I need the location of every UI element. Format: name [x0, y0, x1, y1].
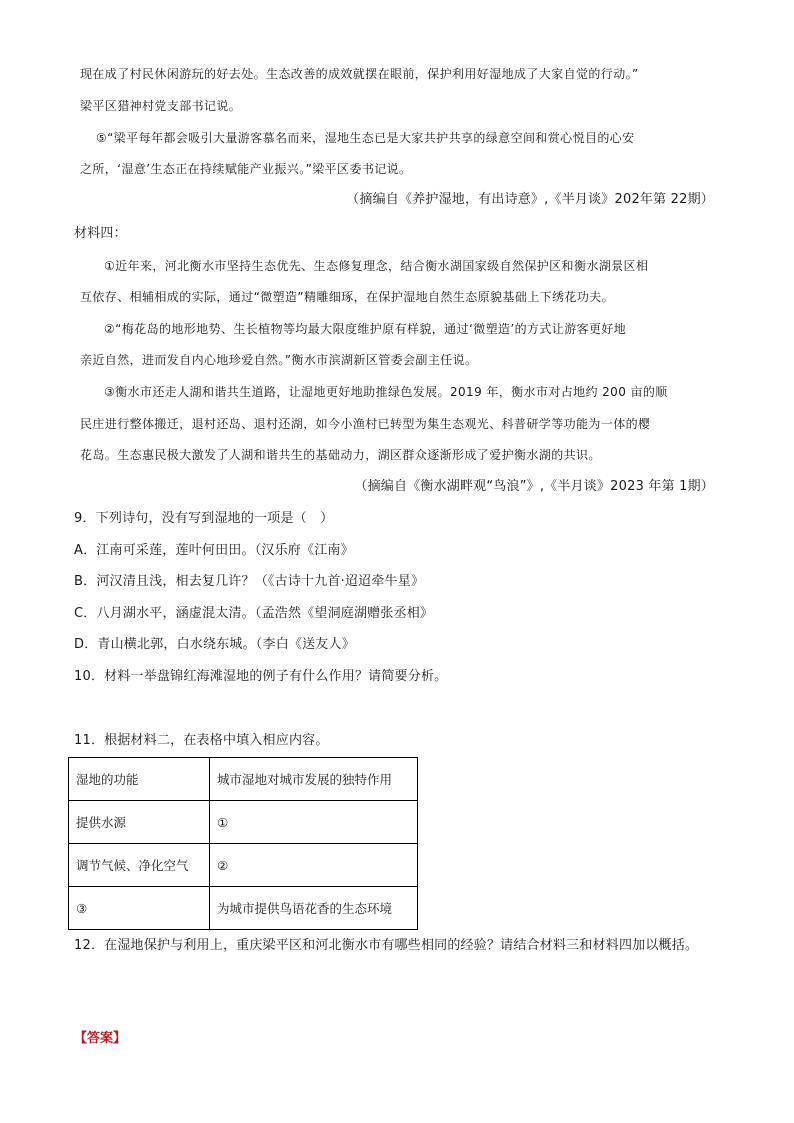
table-cell: 湿地的功能 — [69, 758, 210, 801]
option-d: D．青山横北郭，白水绕东城。（李白《送友人》 — [74, 637, 355, 652]
material-heading: 材料四： — [74, 226, 127, 241]
table-cell: 调节气候、净化空气 — [69, 844, 210, 887]
paragraph-line: 互依存、相辅相成的实际，通过“微塑造”精雕细琢，在保护湿地自然生态原貌基础上下绣花功夫。 — [80, 290, 615, 304]
table-cell: ① — [210, 801, 418, 844]
table-cell: ② — [210, 844, 418, 887]
question-9-stem: 9．下列诗句，没有写到湿地的一项是（ ） — [74, 511, 334, 526]
answer-table — [68, 757, 418, 930]
paragraph-line: 花岛。生态惠民极大激发了人湖和谐共生的基础动力，湖区群众逐渐形成了爱护衡水湖的共识。 — [80, 448, 601, 462]
source-citation: （摘编自《养护湿地，有出诗意》,《半月谈》202年第 22期） — [346, 192, 714, 207]
source-citation: （摘编自《衡水湖畔观“鸟浪”》,《半月谈》2023 年第 1期） — [354, 479, 714, 494]
option-a: A．江南可采莲，莲叶何田田。（汉乐府《江南》 — [74, 543, 354, 558]
table-row — [69, 758, 418, 801]
paragraph-line: ⑤“梁平每年都会吸引大量游客慕名而来，湿地生态已是大家共护共享的绿意空间和赏心悦目的心安 — [96, 131, 635, 145]
paragraph-line: 民庄进行整体搬迁，退村还岛、退村还湖，如今小渔村已转型为集生态观光、科普研学等功能为一体的樱 — [80, 417, 651, 431]
paragraph-line: 梁平区猎神村党支部书记说。 — [80, 99, 242, 113]
table-cell: 提供水源 — [69, 801, 210, 844]
paragraph-line: 亲近自然，进而发自内心地珍爱自然。”衡水市滨湖新区管委会副主任说。 — [80, 353, 478, 367]
table-row — [69, 887, 418, 930]
table-row — [69, 801, 418, 844]
answer-label: 【答案】 — [74, 1031, 127, 1046]
table-cell: 为城市提供鸟语花香的生态环境 — [210, 887, 418, 930]
table-row — [69, 844, 418, 887]
question-10: 10．材料一举盘锦红海滩湿地的例子有什么作用？请简要分析。 — [74, 669, 448, 684]
option-b: B．河汉清且浅，相去复几许？（《古诗十九首·迢迢牵牛星》 — [74, 574, 425, 589]
table-cell: ③ — [69, 887, 210, 930]
paragraph-line: ③衡水市还走人湖和谐共生道路，让湿地更好地助推绿色发展。2019 年，衡水市对占地约 200 亩的顺 — [104, 385, 668, 399]
question-11: 11．根据材料二，在表格中填入相应内容。 — [74, 733, 329, 748]
table-cell: 城市湿地对城市发展的独特作用 — [210, 758, 418, 801]
paragraph-line: ①近年来，河北衡水市坚持生态优先、生态修复理念，结合衡水湖国家级自然保护区和衡水湖景区相 — [104, 259, 649, 273]
question-12: 12．在湿地保护与利用上，重庆梁平区和河北衡水市有哪些相同的经验？请结合材料三和材料四加以概括。 — [74, 938, 699, 953]
option-c: C．八月湖水平，涵虚混太清。（孟浩然《望洞庭湖赠张丞相》 — [74, 606, 434, 621]
paragraph-line: 现在成了村民休闲游玩的好去处。生态改善的成效就摆在眼前，保护利用好湿地成了大家自觉的行动。” — [80, 67, 639, 81]
paragraph-line: 之所，‘湿意’生态正在持续赋能产业振兴。”梁平区委书记说。 — [80, 162, 412, 176]
paragraph-line: ②“梅花岛的地形地势、生长植物等均最大限度维护原有样貌，通过‘微塑造’的方式让游客更好地 — [104, 322, 627, 336]
